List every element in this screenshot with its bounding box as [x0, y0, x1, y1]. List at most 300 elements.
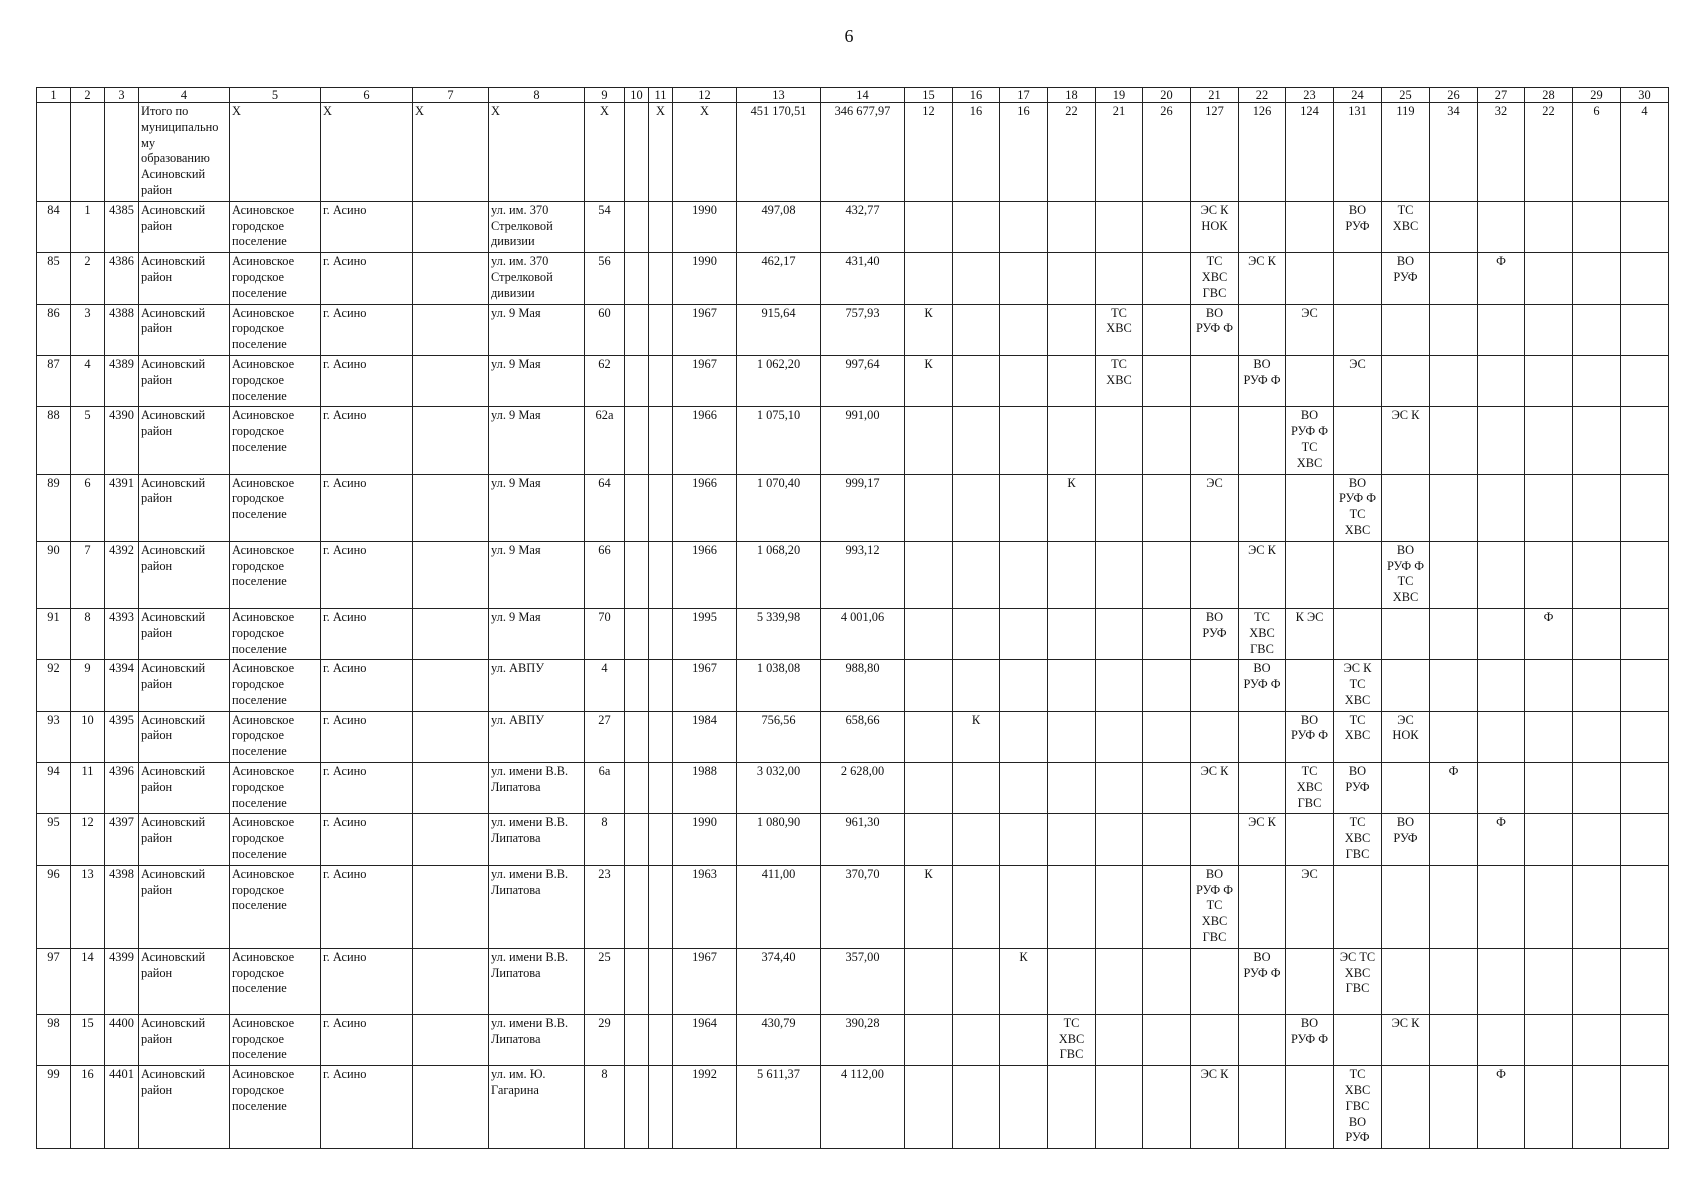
table-cell	[1286, 253, 1334, 304]
table-cell	[1478, 201, 1525, 252]
table-cell: ТС ХВС ГВС	[1191, 253, 1239, 304]
table-cell: 430,79	[737, 1014, 821, 1065]
total-cell	[625, 103, 649, 202]
table-cell	[1430, 660, 1478, 711]
table-cell	[1286, 541, 1334, 608]
column-number-cell: 22	[1239, 88, 1286, 103]
table-cell: 89	[37, 474, 71, 541]
total-cell: 131	[1334, 103, 1382, 202]
table-cell	[1143, 1014, 1191, 1065]
table-cell: г. Асино	[321, 948, 413, 1014]
table-cell: 99	[37, 1066, 71, 1149]
total-cell: 126	[1239, 103, 1286, 202]
table-cell: К	[905, 355, 953, 406]
table-cell: 56	[585, 253, 625, 304]
table-cell	[1096, 711, 1143, 762]
table-cell: ЭС	[1286, 865, 1334, 948]
table-cell	[1286, 355, 1334, 406]
table-cell: Асиновский район	[139, 541, 230, 608]
table-cell	[1286, 474, 1334, 541]
table-cell: 90	[37, 541, 71, 608]
table-cell: г. Асино	[321, 355, 413, 406]
table-cell: ТС ХВС ГВС	[1048, 1014, 1096, 1065]
table-cell	[625, 763, 649, 814]
table-cell	[1430, 304, 1478, 355]
table-cell	[1573, 711, 1621, 762]
table-cell: К	[905, 304, 953, 355]
table-cell: Ф	[1478, 814, 1525, 865]
table-cell	[625, 1066, 649, 1149]
table-cell: ул. им. Ю. Гагарина	[489, 1066, 585, 1149]
table-cell	[1621, 763, 1669, 814]
table-cell	[1621, 711, 1669, 762]
table-cell	[1048, 304, 1096, 355]
table-cell: Асиновский район	[139, 355, 230, 406]
table-cell: ВО РУФ Ф	[1286, 711, 1334, 762]
table-cell	[1239, 474, 1286, 541]
table-cell	[413, 1014, 489, 1065]
table-cell: ТС ХВС	[1096, 304, 1143, 355]
table-cell: 91	[37, 608, 71, 659]
table-cell	[1286, 948, 1334, 1014]
table-cell	[1382, 948, 1430, 1014]
table-cell	[1334, 253, 1382, 304]
table-cell: ЭС	[1286, 304, 1334, 355]
table-cell	[625, 407, 649, 474]
total-cell: 22	[1525, 103, 1573, 202]
table-cell: ВО РУФ Ф ТС ХВС ГВС	[1191, 865, 1239, 948]
table-cell	[1048, 253, 1096, 304]
column-number-cell: 13	[737, 88, 821, 103]
table-cell	[1525, 541, 1573, 608]
table-body	[37, 88, 1669, 1149]
table-cell	[1573, 865, 1621, 948]
table-cell: ул. АВПУ	[489, 660, 585, 711]
table-cell: 88	[37, 407, 71, 474]
table-cell	[953, 948, 1000, 1014]
table-cell: 6	[71, 474, 105, 541]
table-cell	[1478, 948, 1525, 1014]
table-cell	[1000, 711, 1048, 762]
table-cell: 93	[37, 711, 71, 762]
table-cell	[1143, 201, 1191, 252]
table-cell	[1478, 407, 1525, 474]
table-cell: 915,64	[737, 304, 821, 355]
table-cell	[1000, 763, 1048, 814]
table-cell: 5 611,37	[737, 1066, 821, 1149]
table-cell: 991,00	[821, 407, 905, 474]
table-row	[37, 763, 1669, 814]
table-cell	[1621, 304, 1669, 355]
table-cell	[1143, 541, 1191, 608]
table-cell	[1000, 1014, 1048, 1065]
table-cell	[1239, 407, 1286, 474]
table-cell	[413, 355, 489, 406]
column-number-cell: 11	[649, 88, 673, 103]
table-row	[37, 541, 1669, 608]
table-cell	[649, 948, 673, 1014]
table-cell: г. Асино	[321, 407, 413, 474]
table-row	[37, 711, 1669, 762]
table-cell	[1191, 407, 1239, 474]
table-cell	[905, 948, 953, 1014]
table-cell	[1573, 407, 1621, 474]
table-cell	[1191, 355, 1239, 406]
table-cell: ЭС	[1334, 355, 1382, 406]
table-cell	[649, 304, 673, 355]
table-cell	[1621, 660, 1669, 711]
table-cell: Асиновское городское поселение	[230, 304, 321, 355]
table-cell	[1525, 253, 1573, 304]
table-cell: 1988	[673, 763, 737, 814]
total-cell: 16	[953, 103, 1000, 202]
column-number-cell: 14	[821, 88, 905, 103]
table-cell: 1966	[673, 407, 737, 474]
total-cell: 22	[1048, 103, 1096, 202]
column-number-cell: 1	[37, 88, 71, 103]
table-cell: 1 038,08	[737, 660, 821, 711]
table-cell: 62а	[585, 407, 625, 474]
table-cell: 4	[71, 355, 105, 406]
table-cell: ул. 9 Мая	[489, 541, 585, 608]
table-cell	[649, 407, 673, 474]
table-cell	[905, 474, 953, 541]
housing-register-table	[36, 87, 1669, 1149]
table-cell: Асиновский район	[139, 660, 230, 711]
table-cell: 86	[37, 304, 71, 355]
table-cell: г. Асино	[321, 608, 413, 659]
table-cell: 8	[585, 1066, 625, 1149]
table-row	[37, 948, 1669, 1014]
table-cell	[649, 865, 673, 948]
table-cell	[413, 474, 489, 541]
table-cell	[649, 1066, 673, 1149]
table-cell: 4390	[105, 407, 139, 474]
table-cell: 84	[37, 201, 71, 252]
table-cell: 66	[585, 541, 625, 608]
table-cell: 60	[585, 304, 625, 355]
table-cell: ЭС К ТС ХВС	[1334, 660, 1382, 711]
total-cell: 119	[1382, 103, 1430, 202]
column-number-cell: 18	[1048, 88, 1096, 103]
table-cell	[1573, 253, 1621, 304]
table-cell: 370,70	[821, 865, 905, 948]
column-number-cell: 21	[1191, 88, 1239, 103]
table-cell: Асиновское городское поселение	[230, 865, 321, 948]
table-cell: 1967	[673, 304, 737, 355]
table-cell	[1573, 948, 1621, 1014]
table-cell: ВО РУФ	[1382, 253, 1430, 304]
table-cell: 87	[37, 355, 71, 406]
table-cell	[1191, 541, 1239, 608]
table-cell	[649, 201, 673, 252]
table-cell: 95	[37, 814, 71, 865]
table-cell: 1 075,10	[737, 407, 821, 474]
table-cell	[1382, 608, 1430, 659]
table-cell	[413, 660, 489, 711]
table-cell	[1621, 814, 1669, 865]
table-cell: 1 070,40	[737, 474, 821, 541]
table-cell: г. Асино	[321, 541, 413, 608]
table-cell	[413, 253, 489, 304]
table-cell	[1048, 541, 1096, 608]
table-cell: 1 062,20	[737, 355, 821, 406]
table-cell	[625, 711, 649, 762]
table-cell	[413, 201, 489, 252]
column-number-cell: 15	[905, 88, 953, 103]
total-cell: 12	[905, 103, 953, 202]
table-cell: ВО РУФ	[1334, 763, 1382, 814]
column-number-cell: 23	[1286, 88, 1334, 103]
column-number-cell: 2	[71, 88, 105, 103]
column-number-cell: 27	[1478, 88, 1525, 103]
table-cell: ТС ХВС ГВС ВО РУФ	[1334, 1066, 1382, 1149]
total-cell	[105, 103, 139, 202]
table-cell: 8	[71, 608, 105, 659]
table-cell	[1525, 474, 1573, 541]
table-cell: ул. 9 Мая	[489, 355, 585, 406]
table-cell	[953, 474, 1000, 541]
column-number-cell: 17	[1000, 88, 1048, 103]
table-cell	[1000, 201, 1048, 252]
table-cell: Асиновский район	[139, 474, 230, 541]
table-row	[37, 304, 1669, 355]
table-cell	[905, 407, 953, 474]
table-cell: 62	[585, 355, 625, 406]
table-cell: 3 032,00	[737, 763, 821, 814]
table-cell	[1573, 814, 1621, 865]
table-row	[37, 608, 1669, 659]
table-cell: 1992	[673, 1066, 737, 1149]
table-cell: 2	[71, 253, 105, 304]
table-cell	[1143, 407, 1191, 474]
table-cell	[1048, 865, 1096, 948]
table-cell: 4392	[105, 541, 139, 608]
table-cell: 4 001,06	[821, 608, 905, 659]
table-cell	[1430, 865, 1478, 948]
table-cell	[1048, 201, 1096, 252]
table-cell: ЭС	[1191, 474, 1239, 541]
table-cell	[1334, 1014, 1382, 1065]
table-cell: ВО РУФ	[1191, 608, 1239, 659]
table-cell	[1334, 608, 1382, 659]
table-cell: ЭС НОК	[1382, 711, 1430, 762]
table-cell	[1621, 1066, 1669, 1149]
table-cell	[413, 541, 489, 608]
table-cell: ул. 9 Мая	[489, 304, 585, 355]
table-cell	[1430, 608, 1478, 659]
table-cell: ВО РУФ Ф	[1239, 660, 1286, 711]
table-cell: г. Асино	[321, 1014, 413, 1065]
table-cell: ВО РУФ Ф ТС ХВС	[1286, 407, 1334, 474]
table-cell: Асиновский район	[139, 1066, 230, 1149]
table-cell	[953, 407, 1000, 474]
table-cell: 988,80	[821, 660, 905, 711]
table-cell: 16	[71, 1066, 105, 1149]
table-cell: 9	[71, 660, 105, 711]
total-cell: X	[230, 103, 321, 202]
table-cell	[1478, 474, 1525, 541]
table-cell: ул. имени В.В. Липатова	[489, 814, 585, 865]
table-cell	[1478, 355, 1525, 406]
table-cell	[905, 763, 953, 814]
table-cell	[625, 355, 649, 406]
table-cell	[1000, 865, 1048, 948]
table-cell: 15	[71, 1014, 105, 1065]
table-cell	[1573, 1014, 1621, 1065]
table-cell	[953, 660, 1000, 711]
table-cell: ул. 9 Мая	[489, 608, 585, 659]
table-cell: Ф	[1525, 608, 1573, 659]
table-cell	[1382, 355, 1430, 406]
table-cell: 6а	[585, 763, 625, 814]
table-cell: 2 628,00	[821, 763, 905, 814]
table-cell	[1621, 1014, 1669, 1065]
table-cell	[1048, 763, 1096, 814]
table-cell: 997,64	[821, 355, 905, 406]
table-cell	[1525, 201, 1573, 252]
total-cell: 26	[1143, 103, 1191, 202]
table-cell	[1000, 608, 1048, 659]
table-cell: ВО РУФ Ф ТС ХВС	[1334, 474, 1382, 541]
table-cell	[1478, 304, 1525, 355]
table-cell: 4386	[105, 253, 139, 304]
table-cell	[1430, 1014, 1478, 1065]
table-cell: 756,56	[737, 711, 821, 762]
table-cell: 5	[71, 407, 105, 474]
table-cell: Асиновский район	[139, 763, 230, 814]
total-cell: X	[585, 103, 625, 202]
table-cell	[625, 865, 649, 948]
table-cell	[1525, 407, 1573, 474]
table-cell	[649, 608, 673, 659]
table-cell: 98	[37, 1014, 71, 1065]
table-cell	[413, 1066, 489, 1149]
table-cell	[413, 608, 489, 659]
table-cell	[1000, 355, 1048, 406]
table-cell	[649, 763, 673, 814]
table-cell: Ф	[1478, 1066, 1525, 1149]
column-number-cell: 3	[105, 88, 139, 103]
table-cell	[953, 1066, 1000, 1149]
table-cell: 757,93	[821, 304, 905, 355]
table-row	[37, 1014, 1669, 1065]
table-cell	[1525, 763, 1573, 814]
table-cell	[1286, 1066, 1334, 1149]
table-cell: К	[1000, 948, 1048, 1014]
table-cell	[1239, 1014, 1286, 1065]
table-cell: 11	[71, 763, 105, 814]
table-cell: 390,28	[821, 1014, 905, 1065]
table-cell	[1525, 948, 1573, 1014]
table-cell	[649, 541, 673, 608]
column-number-cell: 19	[1096, 88, 1143, 103]
table-cell	[1573, 660, 1621, 711]
table-cell: ТС ХВС ГВС	[1239, 608, 1286, 659]
table-cell: 94	[37, 763, 71, 814]
table-cell	[1143, 1066, 1191, 1149]
table-cell: 4401	[105, 1066, 139, 1149]
table-cell	[905, 253, 953, 304]
table-cell	[1143, 608, 1191, 659]
table-cell	[1191, 1014, 1239, 1065]
table-cell	[1096, 1066, 1143, 1149]
table-cell	[1143, 865, 1191, 948]
table-cell	[905, 608, 953, 659]
table-cell: 432,77	[821, 201, 905, 252]
table-cell	[1000, 304, 1048, 355]
table-row	[37, 474, 1669, 541]
column-number-row	[37, 88, 1669, 103]
table-cell: ЭС К НОК	[1191, 201, 1239, 252]
total-cell: X	[673, 103, 737, 202]
table-cell: 85	[37, 253, 71, 304]
table-cell	[1096, 201, 1143, 252]
table-cell	[1286, 660, 1334, 711]
table-cell	[625, 1014, 649, 1065]
table-cell	[953, 763, 1000, 814]
table-cell	[1621, 541, 1669, 608]
table-cell: 4395	[105, 711, 139, 762]
table-cell: ТС ХВС ГВС	[1334, 814, 1382, 865]
table-cell: 4389	[105, 355, 139, 406]
table-cell	[413, 865, 489, 948]
total-cell: X	[413, 103, 489, 202]
table-cell	[1478, 763, 1525, 814]
table-cell	[1430, 541, 1478, 608]
table-cell: 25	[585, 948, 625, 1014]
table-cell	[1525, 1014, 1573, 1065]
column-number-cell: 5	[230, 88, 321, 103]
table-cell	[1334, 407, 1382, 474]
table-row	[37, 253, 1669, 304]
table-row	[37, 660, 1669, 711]
table-cell: Асиновское городское поселение	[230, 763, 321, 814]
table-cell: 1990	[673, 253, 737, 304]
column-number-cell: 4	[139, 88, 230, 103]
table-cell	[625, 948, 649, 1014]
table-cell	[1573, 304, 1621, 355]
table-cell	[1334, 304, 1382, 355]
table-cell: Асиновское городское поселение	[230, 608, 321, 659]
table-row	[37, 201, 1669, 252]
column-number-cell: 16	[953, 88, 1000, 103]
table-cell: 1990	[673, 201, 737, 252]
table-cell	[1573, 1066, 1621, 1149]
table-cell	[1096, 253, 1143, 304]
table-cell	[625, 541, 649, 608]
table-cell	[905, 814, 953, 865]
table-cell	[953, 541, 1000, 608]
table-cell: 462,17	[737, 253, 821, 304]
table-cell	[1096, 541, 1143, 608]
table-cell: ВО РУФ Ф	[1286, 1014, 1334, 1065]
table-cell: г. Асино	[321, 201, 413, 252]
table-cell	[1573, 541, 1621, 608]
table-cell	[1573, 608, 1621, 659]
total-cell	[37, 103, 71, 202]
table-cell	[1382, 474, 1430, 541]
table-cell	[1430, 253, 1478, 304]
table-cell: Асиновский район	[139, 407, 230, 474]
table-cell: ул. им. 370 Стрелковой дивизии	[489, 253, 585, 304]
table-cell	[625, 608, 649, 659]
table-cell: ЭС ТС ХВС ГВС	[1334, 948, 1382, 1014]
table-cell: г. Асино	[321, 711, 413, 762]
table-cell	[953, 608, 1000, 659]
table-cell: Асиновский район	[139, 253, 230, 304]
table-cell: 1995	[673, 608, 737, 659]
